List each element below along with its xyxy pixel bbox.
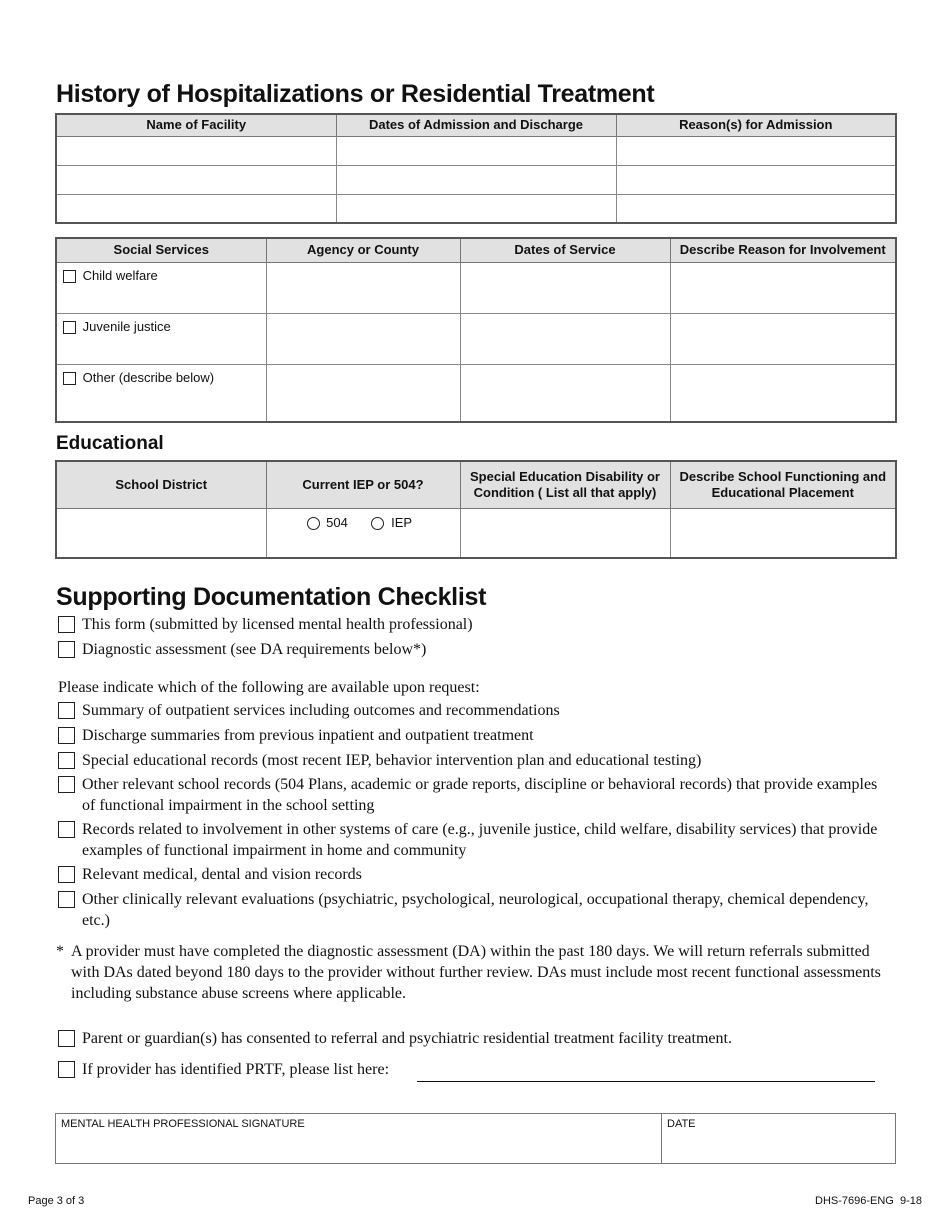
col-dates-of-service: Dates of Service — [460, 238, 670, 262]
social-services-table — [55, 237, 897, 423]
checklist-title: Supporting Documentation Checklist — [56, 583, 487, 611]
checkbox-systems-of-care[interactable] — [58, 821, 75, 838]
facility-field[interactable] — [56, 136, 336, 165]
checkbox-clinical-evaluations[interactable] — [58, 891, 75, 908]
col-reason-involvement: Describe Reason for Involvement — [670, 238, 896, 262]
checklist-item-label: Relevant medical, dental and vision records — [82, 866, 362, 883]
reason-field[interactable] — [616, 194, 896, 223]
checklist-item-label: Other clinically relevant evaluations (psychiatric, psychological, neurological, occupational therapy, chemical dependency, etc.) — [82, 891, 869, 929]
table-row — [56, 194, 896, 223]
table-row — [56, 364, 896, 422]
checklist-item — [58, 1028, 888, 1049]
col-dates-admission-discharge: Dates of Admission and Discharge — [336, 114, 616, 136]
iep-504-cell — [266, 508, 460, 558]
checklist-item — [58, 725, 888, 746]
table-row — [56, 136, 896, 165]
disability-field[interactable] — [460, 508, 670, 558]
reason-field[interactable] — [670, 313, 896, 364]
checkbox-medical-records[interactable] — [58, 866, 75, 883]
other-label: Other (describe below) — [82, 369, 215, 385]
page-number: Page 3 of 3 — [28, 1195, 85, 1207]
checklist-item — [58, 864, 888, 885]
consent-label: Parent or guardian(s) has consented to referral and psychiatric residential treatment facility treatment. — [82, 1030, 732, 1047]
reason-field[interactable] — [670, 364, 896, 422]
checkbox-consent[interactable] — [58, 1030, 75, 1047]
checklist-item — [58, 639, 888, 660]
checklist-item-label: Diagnostic assessment (see DA requirements below*) — [82, 641, 427, 658]
radio-iep[interactable] — [371, 517, 384, 530]
dates-field[interactable] — [336, 165, 616, 194]
signature-field[interactable] — [56, 1114, 662, 1164]
dates-field[interactable] — [460, 262, 670, 313]
radio-iep-label: IEP — [391, 514, 413, 530]
checklist-item — [58, 889, 888, 931]
col-current-iep-504: Current IEP or 504? — [266, 461, 460, 508]
table-row — [56, 262, 896, 313]
checklist-item-label: Records related to involvement in other systems of care (e.g., juvenile justice, child welfare, disability services) that provide examples of functional impairment in home and community — [82, 821, 878, 859]
checklist-item-label: This form (submitted by licensed mental health professional) — [82, 616, 473, 633]
col-name-of-facility: Name of Facility — [56, 114, 336, 136]
checklist-item-label: Discharge summaries from previous inpatient and outpatient treatment — [82, 727, 534, 744]
col-reasons-admission: Reason(s) for Admission — [616, 114, 896, 136]
dates-field[interactable] — [336, 136, 616, 165]
dates-field[interactable] — [460, 364, 670, 422]
agency-field[interactable] — [266, 364, 460, 422]
child-welfare-checkbox[interactable] — [63, 270, 76, 283]
date-label: DATE — [667, 1118, 696, 1130]
reason-field[interactable] — [670, 262, 896, 313]
table-row — [56, 165, 896, 194]
reason-field[interactable] — [616, 165, 896, 194]
dates-field[interactable] — [460, 313, 670, 364]
other-checkbox[interactable] — [63, 372, 76, 385]
prtf-label: If provider has identified PRTF, please list here: — [82, 1061, 390, 1078]
checklist-item-label: Other relevant school records (504 Plans, academic or grade reports, discipline or behavioral records) that provide examples of functional impairment in the school setting — [82, 776, 878, 814]
facility-field[interactable] — [56, 194, 336, 223]
hospitalizations-title: History of Hospitalizations or Residential Treatment — [56, 80, 655, 108]
checklist-item — [58, 819, 888, 861]
checklist-item-label: Special educational records (most recent IEP, behavior intervention plan and educational testing) — [82, 752, 702, 769]
footnote — [56, 941, 886, 1004]
educational-table — [55, 460, 897, 559]
facility-field[interactable] — [56, 165, 336, 194]
checkbox-outpatient-summary[interactable] — [58, 702, 75, 719]
agency-field[interactable] — [266, 262, 460, 313]
hospitalizations-table — [55, 113, 897, 224]
dates-field[interactable] — [336, 194, 616, 223]
school-district-field[interactable] — [56, 508, 266, 558]
functioning-field[interactable] — [670, 508, 896, 558]
prtf-input-line[interactable] — [417, 1080, 875, 1082]
child-welfare-cell — [56, 262, 266, 313]
checklist-item — [58, 614, 888, 635]
educational-title: Educational — [56, 433, 164, 454]
checkbox-discharge-summaries[interactable] — [58, 727, 75, 744]
child-welfare-label: Child welfare — [82, 267, 158, 283]
signature-table — [55, 1113, 896, 1164]
footnote-text: A provider must have completed the diagnostic assessment (DA) within the past 180 days. We will return referrals submitted with DAs dated beyond 180 days to the provider without further review. DAs must include most recent functional assessments including substance abuse screens where applicable. — [71, 943, 881, 1002]
col-school-district: School District — [56, 461, 266, 508]
checklist-item — [58, 700, 888, 721]
signature-label: MENTAL HEALTH PROFESSIONAL SIGNATURE — [61, 1118, 305, 1130]
col-school-functioning: Describe School Functioning and Educational Placement — [670, 461, 896, 508]
checklist-item-label: Summary of outpatient services including outcomes and recommendations — [82, 702, 560, 719]
table-row — [56, 313, 896, 364]
checkbox-special-education-records[interactable] — [58, 752, 75, 769]
radio-504[interactable] — [307, 517, 320, 530]
juvenile-justice-checkbox[interactable] — [63, 321, 76, 334]
reason-field[interactable] — [616, 136, 896, 165]
checklist-item — [58, 750, 888, 771]
col-agency-county: Agency or County — [266, 238, 460, 262]
checkbox-this-form[interactable] — [58, 616, 75, 633]
checkbox-prtf[interactable] — [58, 1061, 75, 1078]
checkbox-school-records[interactable] — [58, 776, 75, 793]
table-row — [56, 508, 896, 558]
col-social-services: Social Services — [56, 238, 266, 262]
form-id: DHS-7696-ENG 9-18 — [815, 1195, 922, 1207]
other-cell — [56, 364, 266, 422]
request-intro: Please indicate which of the following are available upon request: — [58, 679, 480, 696]
radio-504-label: 504 — [326, 514, 348, 530]
col-special-education: Special Education Disability or Condition ( List all that apply) — [460, 461, 670, 508]
footnote-mark: * — [56, 943, 64, 960]
juvenile-justice-label: Juvenile justice — [82, 318, 171, 334]
checklist-item — [58, 1059, 888, 1080]
juvenile-justice-cell — [56, 313, 266, 364]
checklist-item — [58, 774, 888, 816]
date-field[interactable] — [662, 1114, 896, 1164]
agency-field[interactable] — [266, 313, 460, 364]
checkbox-diagnostic-assessment[interactable] — [58, 641, 75, 658]
